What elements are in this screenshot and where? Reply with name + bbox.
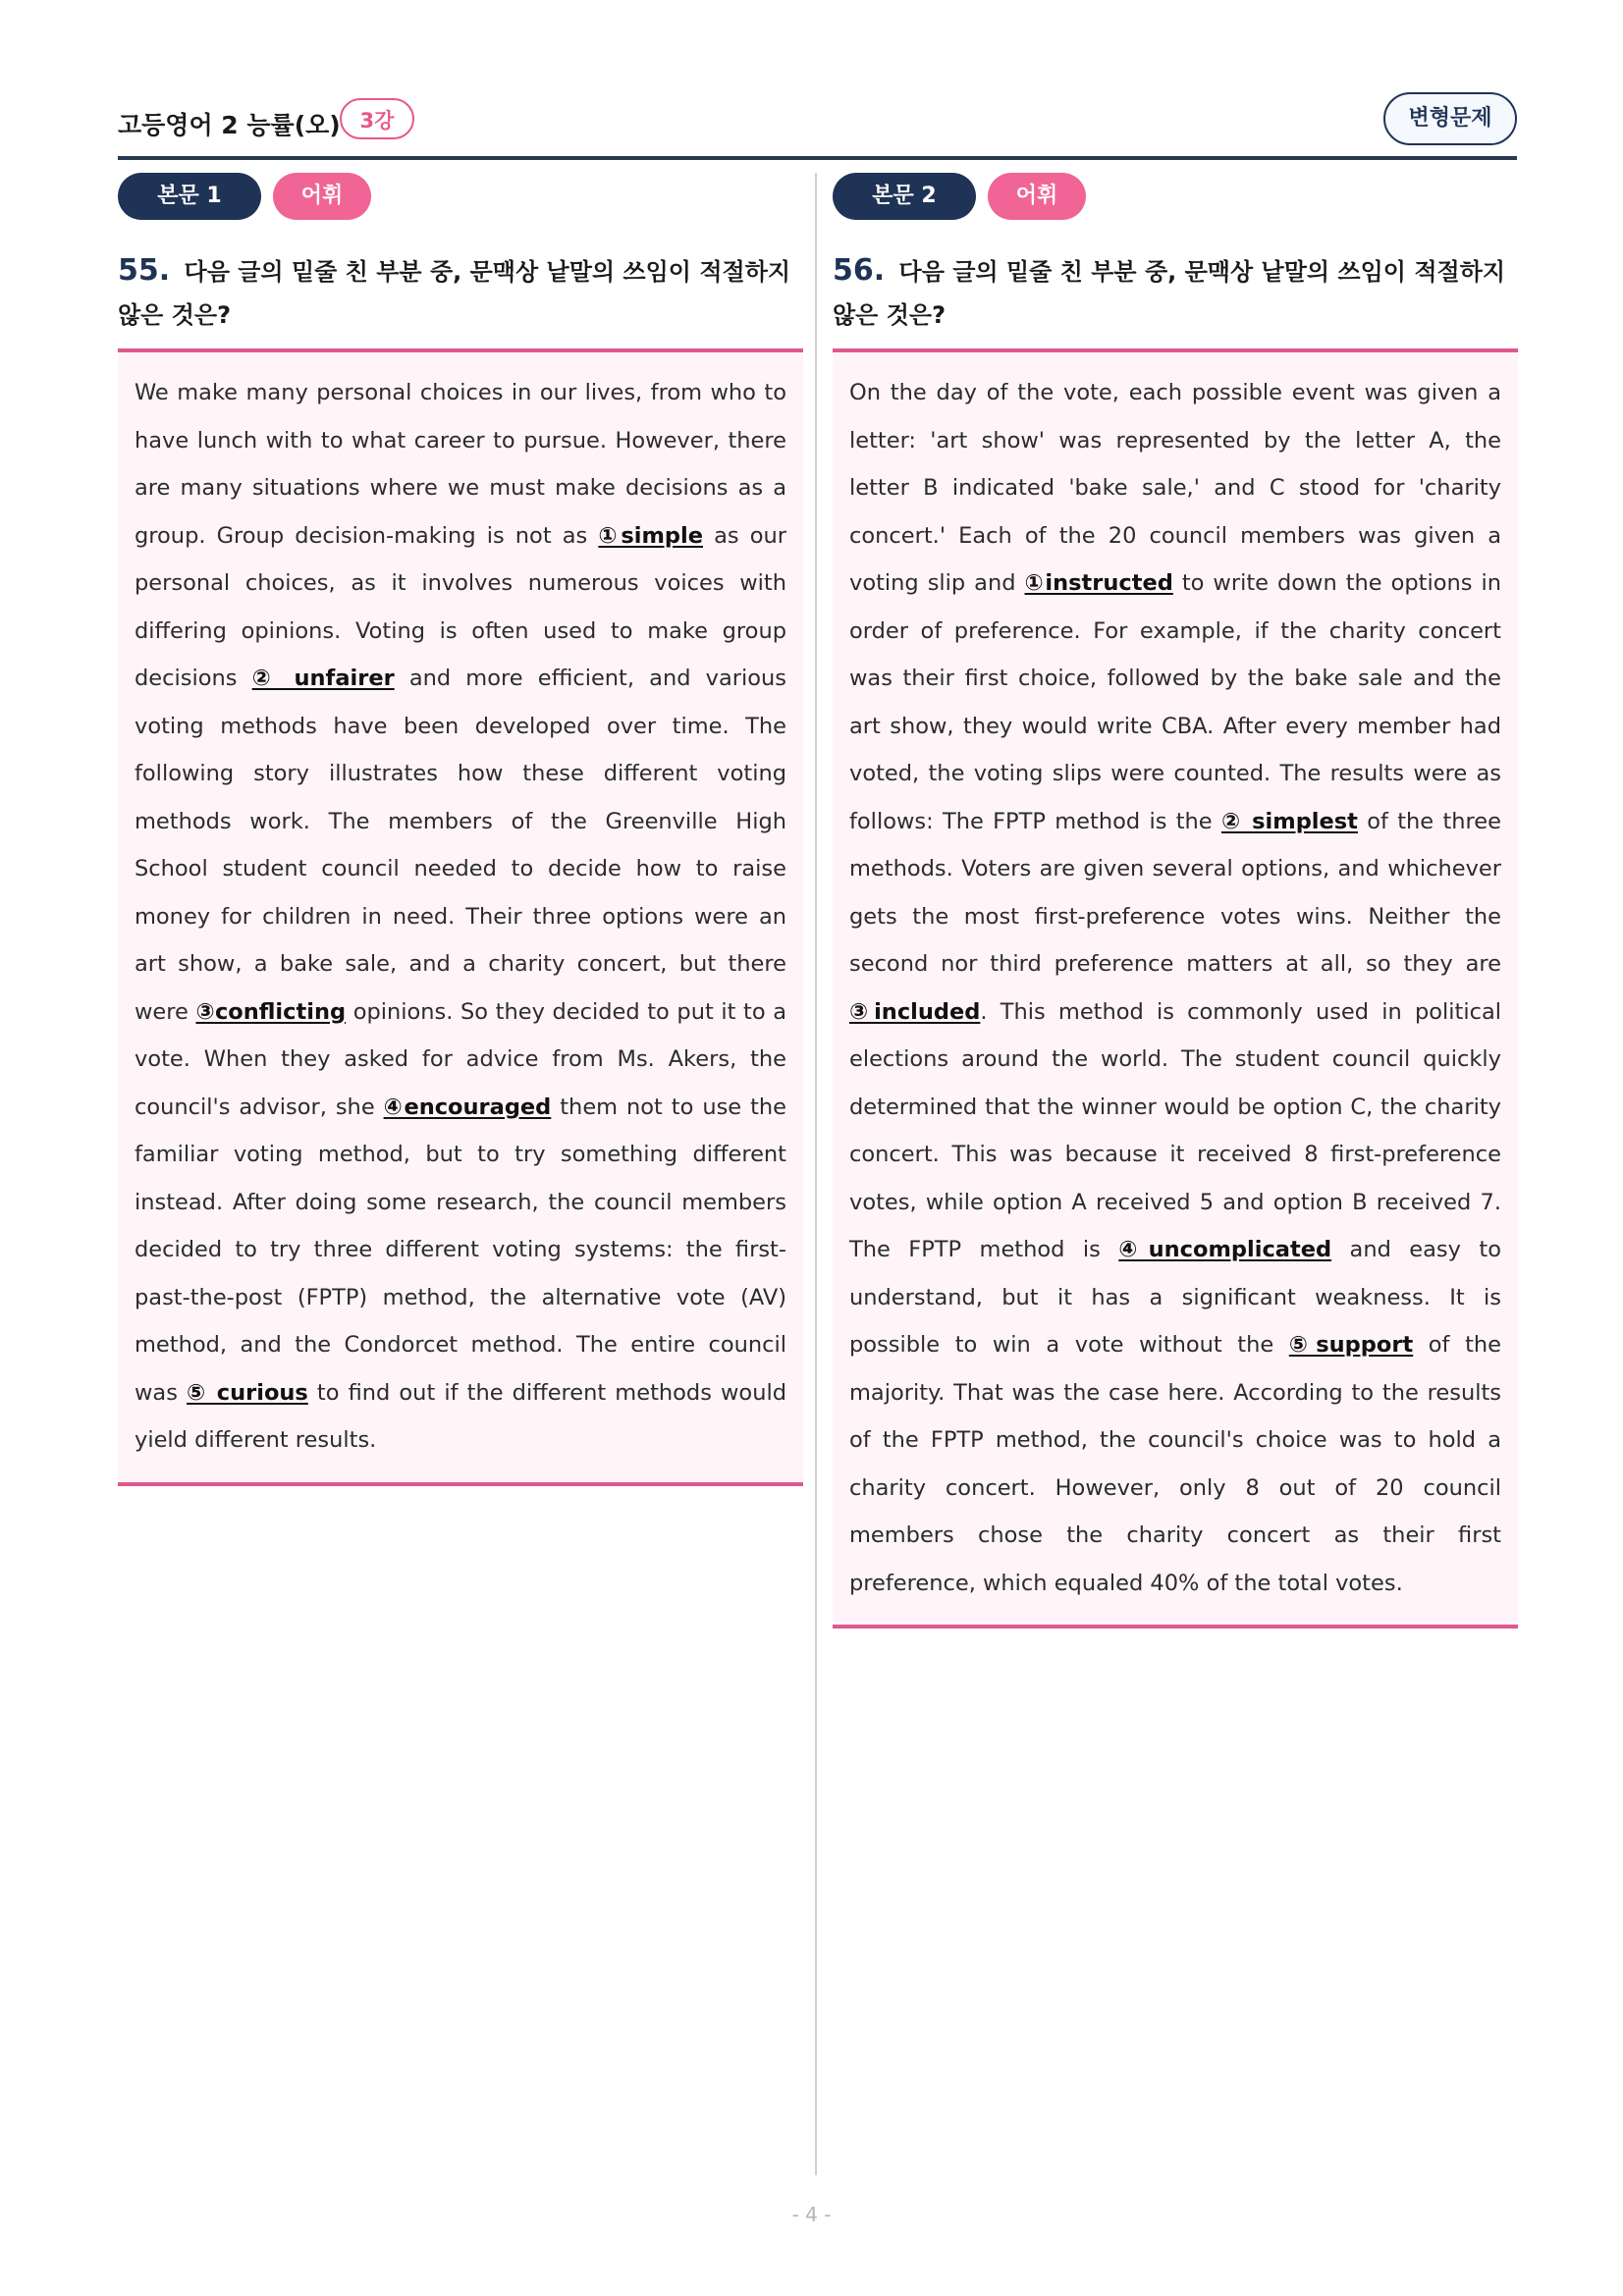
passage-text: On the day of the vote, each possible event was given a letter: 'art show' was represented by the letter A, the letter B indicated 'bake sale,' and C stood for 'charity concert.' Each of the 20 council members was given a voting slip and [849,380,1501,596]
passage-box [118,348,803,1486]
passage-box [833,348,1518,1629]
category-tag: 어휘 [988,173,1086,220]
right-tags [833,173,1518,222]
passage-text: opinions. So they decided to put it to a vote. When they asked for advice from Ms. Akers, the council's advisor, she [135,998,787,1120]
passage-text: and more efficient, and various voting methods have been developed over time. The following story illustrates how these different voting methods work. The members of the Greenville High School student council needed to decide how to raise money for children in need. Their three options were an art show, a bake sale, and a charity concert, but there were [135,666,786,1025]
right-column [833,173,1518,1629]
left-column [118,173,803,1486]
passage-text: them not to use the familiar voting method, but to try something different instead. After doing some research, the council members decided to try three different voting systems: the first-past-the-post (FPTP) method, the alternative vote (AV) method, and the Condorcet method. The entire council was [135,1094,787,1406]
question-number: 56. [833,253,886,288]
passage-text: to write down the options in order of preference. For example, if the charity concert was their first choice, followed by the bake sale and the art show, they would write CBA. After every member had voted, the voting slips were counted. The results were as follows: The FPTP method is the [849,570,1501,834]
underlined-choice: ③included [849,998,981,1025]
passage-text: . This method is commonly used in political elections around the world. The student council quickly determined that the winner would be option C, the charity concert. This was because it received 8 first-preference votes, while option A received 5 and option B received 7. The FPTP method is [849,998,1501,1262]
underlined-choice: ④uncomplicated [1118,1237,1332,1262]
underlined-choice: ② unfairer [251,666,395,691]
category-tag: 어휘 [273,173,371,220]
lesson-badge: 3강 [340,98,414,139]
passage-tag: 본문 1 [118,173,261,220]
question-text: 다음 글의 밑줄 친 부분 중, 문맥상 낱말의 쓰임이 적절하지 않은 것은? [118,258,791,329]
header-rule [118,156,1517,160]
passage-text: as our personal choices, as it involves numerous voices with differing opinions. Voting is often used to make group decisions [135,522,786,691]
page-header [118,96,1517,157]
passage-text: of the majority. That was the case here. According to the results of the FPTP method, the council's choice was to hold a charity concert. However, only 8 out of 20 council members chose the charity concert as their first preference, which equaled 40% of the total votes. [849,1332,1501,1596]
passage-text: We make many personal choices in our lives, from who to have lunch with to what career to pursue. However, there are many situations where we must make decisions as a group. Group decision-making is not as [135,380,786,549]
question-text: 다음 글의 밑줄 친 부분 중, 문맥상 낱말의 쓰임이 적절하지 않은 것은? [833,258,1506,329]
passage-text: and easy to understand, but it has a significant weakness. It is possible to win a vote without the [849,1237,1501,1358]
underlined-choice: ⑤support [1288,1332,1414,1358]
question-55 [118,249,803,337]
passage-tag: 본문 2 [833,173,976,220]
underlined-choice: ② simplest [1220,808,1358,834]
left-tags [118,173,803,222]
underlined-choice: ①instructed [1024,570,1173,596]
column-divider [815,173,817,2175]
page-number: - 4 - [791,2203,832,2226]
passage-text: of the three methods. Voters are given several options, and whichever gets the most first-preference votes wins. Neither the second nor third preference matters at all, so they are [849,808,1501,977]
question-number: 55. [118,253,171,288]
underlined-choice: ③conflicting [195,998,347,1025]
question-type-badge: 변형문제 [1383,92,1517,145]
underlined-choice: ①simple [598,522,703,549]
book-title: 고등영어 2 능률(오) [118,111,341,139]
underlined-choice: ⑤ curious [187,1379,308,1406]
question-56 [833,249,1518,337]
underlined-choice: ④encouraged [383,1094,552,1120]
passage-text: to find out if the different methods would yield different results. [135,1379,786,1453]
